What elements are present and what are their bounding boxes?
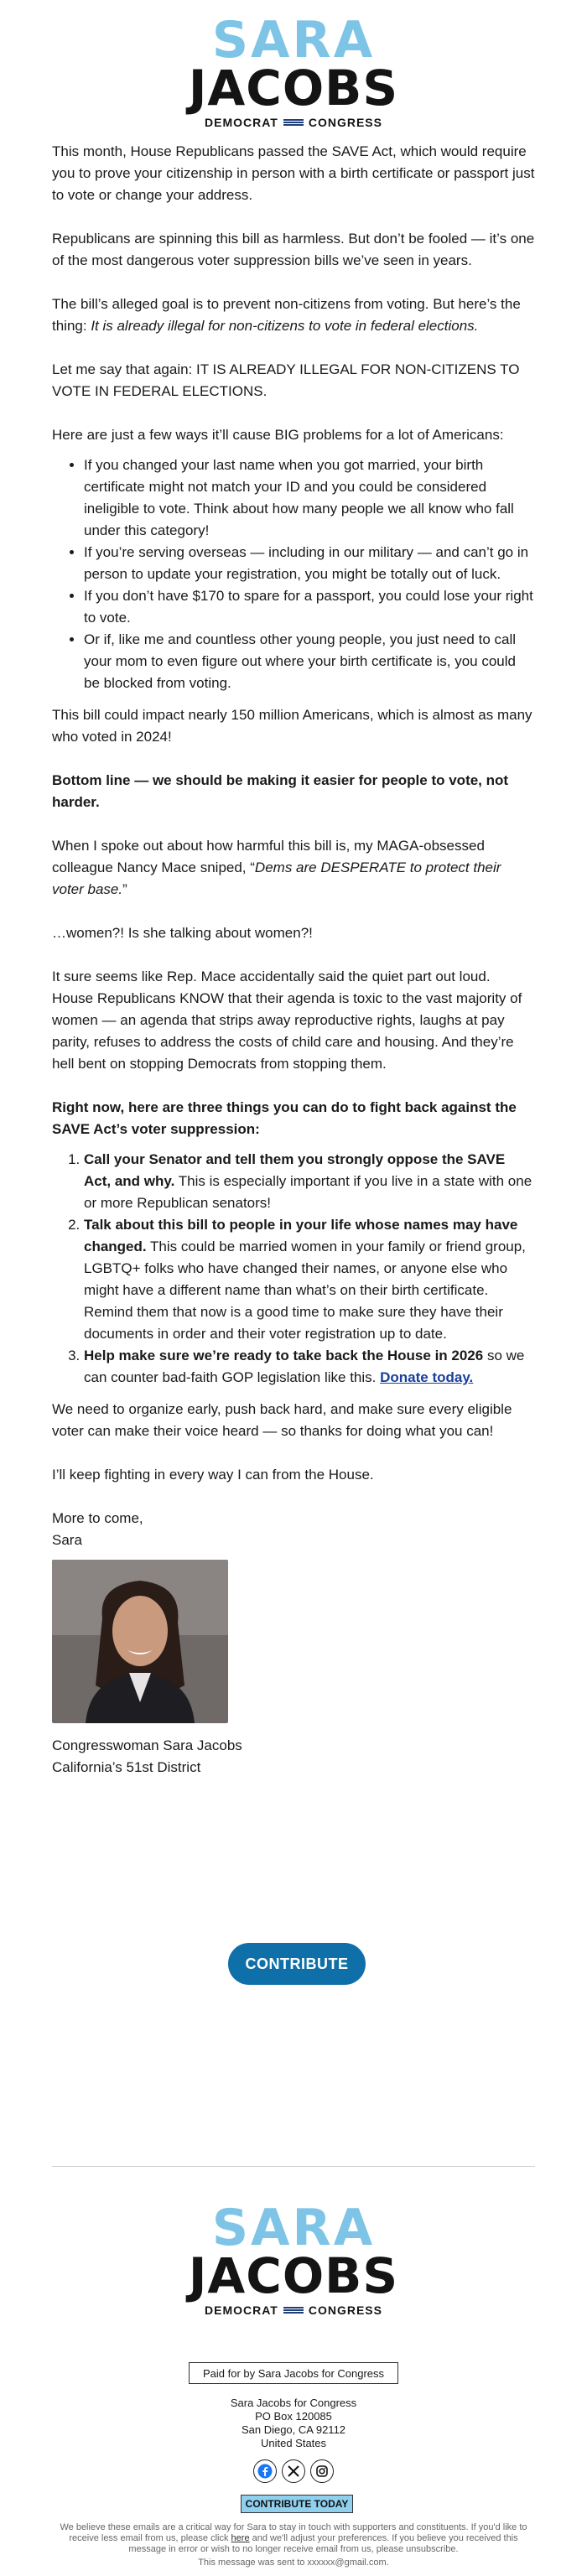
contribute-button[interactable]: CONTRIBUTE <box>228 1943 366 1985</box>
paragraph-goal-text: The bill’s alleged goal is to prevent non-citizens from voting. But here’s the thing: <box>52 296 521 334</box>
instagram-icon[interactable] <box>310 2459 334 2483</box>
contribute-today-button[interactable]: CONTRIBUTE TODAY <box>241 2495 353 2513</box>
logo-tag-left: DEMOCRAT <box>205 116 278 129</box>
paragraph-goal-emphasis: It is already illegal for non-citizens to vote in federal elections. <box>91 318 479 334</box>
x-icon[interactable] <box>282 2459 305 2483</box>
logo-last-name: JACOBS <box>188 60 399 117</box>
paragraph-problems: Here are just a few ways it’ll cause BIG problems for a lot of Americans: <box>52 427 504 443</box>
address-line: PO Box 120085 <box>255 2410 332 2423</box>
actions-heading: Right now, here are three things you can do to fight back against the SAVE Act’s voter suppression: <box>52 1099 517 1137</box>
step-bold: Call your Senator and tell them you strongly oppose the SAVE Act, and why. <box>84 1151 506 1189</box>
address-line: San Diego, CA 92112 <box>241 2423 346 2436</box>
paragraph-agenda: It sure seems like Rep. Mace accidentally said the quiet part out loud. House Republicans KNOW that their agenda is toxic to the vast majority of women — an agenda that strips away reproductive rights, laughs at pay parity, refuses to address the costs of child care and housing. And they’re hell bent on stopping Democrats from stopping them. <box>52 969 522 1072</box>
mace-quote: Dems are DESPERATE to protect their voter base. <box>52 860 501 897</box>
paragraph-mace <box>52 835 535 901</box>
paragraph-intro: This month, House Republicans passed the SAVE Act, which would require you to prove your citizenship in person with a birth certificate or passport just to vote or change your address. <box>52 143 535 203</box>
list-item <box>84 1149 535 1214</box>
email-body <box>52 141 535 1800</box>
address-line: Sara Jacobs for Congress <box>230 2397 357 2409</box>
portrait-image <box>52 1560 228 1723</box>
paragraph-goal <box>52 293 535 337</box>
paragraph-keep-fighting: I’ll keep fighting in every way I can from the House. <box>52 1467 374 1483</box>
social-links <box>0 2459 587 2483</box>
paragraph-impact: This bill could impact nearly 150 million Americans, which is almost as many who voted in 2024! <box>52 707 532 745</box>
list-item: • Or if, like me and countless other young people, you just need to call your mom to even figure out where your birth certificate is, you could be blocked from voting. <box>84 629 535 694</box>
email-preferences-notice <box>52 2522 535 2555</box>
logo-tagline <box>0 2303 587 2317</box>
list-item: • If you don’t have $170 to spare for a passport, you could lose your right to vote. <box>84 585 535 629</box>
paragraph-organize: We need to organize early, push back hard, and make sure every eligible voter can make their voice heard — so thanks for doing what you can! <box>52 1401 512 1439</box>
step-bold: Help make sure we’re ready to take back the House in 2026 <box>84 1348 484 1363</box>
paragraph-spin: Republicans are spinning this bill as harmless. But don’t be fooled — it’s one of the most dangerous voter suppression bills we’ve seen in years. <box>52 231 535 268</box>
step-bold: Talk about this bill to people in your life whose names may have changed. <box>84 1217 518 1254</box>
footer-logo <box>0 2199 587 2317</box>
mailing-address <box>0 2397 587 2450</box>
logo-first-name: SARA <box>211 2199 376 2257</box>
signoff <box>52 1508 535 1551</box>
disclaimer-text: and we'll adjust your preferences. If you believe you received this message in error or wish to no longer receive email from us, please unsubscribe. <box>128 2533 518 2554</box>
step-text: This could be married women in your family or friend group, LGBTQ+ folks who have changed their names, or anyone else who might have a different name than what’s on their birth certificate. Remind them that now is a good time to make sure they have their documents in order and their voter registration up to date. <box>84 1239 526 1342</box>
flag-icon <box>283 119 304 127</box>
logo-last-name: JACOBS <box>188 2247 399 2304</box>
footer-divider <box>52 2166 535 2167</box>
logo-tagline <box>0 116 587 129</box>
paragraph-repeat: Let me say that again: IT IS ALREADY ILLEGAL FOR NON-CITIZENS TO VOTE IN FEDERAL ELECTIONS. <box>52 361 520 399</box>
list-item <box>84 1214 535 1345</box>
list-item: • If you changed your last name when you got married, your birth certificate might not match your ID and you could be considered ineligible to vote. Think about how many people we all know who fall under this category! <box>84 454 535 542</box>
paragraph-actions <box>52 1097 535 1140</box>
mace-text-c: ” <box>122 881 127 897</box>
flag-icon <box>283 2307 304 2314</box>
portrait-photo <box>52 1560 228 1723</box>
disclaimer-text: We believe these emails are a critical way for Sara to stay in touch with supporters and constituents. If you'd like to receive less email from us, please click <box>60 2522 527 2543</box>
paragraph-bottom-line <box>52 770 535 813</box>
problems-list <box>52 454 535 694</box>
step-text: so we can counter bad-faith GOP legislation like this. <box>84 1348 525 1385</box>
donate-link[interactable]: Donate today. <box>380 1369 474 1385</box>
list-item <box>84 1345 535 1389</box>
photo-caption <box>52 1735 535 1779</box>
address-line: United States <box>260 2437 327 2449</box>
preferences-link[interactable]: here <box>231 2533 250 2543</box>
logo-first-name: SARA <box>211 11 376 70</box>
facebook-icon[interactable] <box>253 2459 277 2483</box>
mace-text-a: When I spoke out about how harmful this bill is, my MAGA-obsessed colleague Nancy Mace sniped, “ <box>52 838 485 875</box>
caption-district: California’s 51st District <box>52 1759 201 1775</box>
logo-tag-right: CONGRESS <box>308 116 382 129</box>
caption-name: Congresswoman Sara Jacobs <box>52 1737 242 1753</box>
bottom-line-text: Bottom line — we should be making it easier for people to vote, not harder. <box>52 772 509 810</box>
signoff-line: More to come, <box>52 1510 143 1526</box>
header-logo <box>0 11 587 129</box>
signoff-name: Sara <box>52 1532 82 1548</box>
logo-tag-right: CONGRESS <box>308 2303 382 2317</box>
paragraph-women: …women?! Is she talking about women?! <box>52 925 313 941</box>
sent-to-notice: This message was sent to xxxxxx@gmail.com. <box>198 2558 389 2568</box>
paid-for-disclaimer: Paid for by Sara Jacobs for Congress <box>189 2362 398 2384</box>
logo-tag-left: DEMOCRAT <box>205 2303 278 2317</box>
list-item: • If you’re serving overseas — including in our military — and can’t go in person to update your registration, you might be totally out of luck. <box>84 542 535 585</box>
step-text: This is especially important if you live in a state with one or more Republican senators! <box>84 1173 532 1211</box>
actions-list <box>52 1149 535 1389</box>
